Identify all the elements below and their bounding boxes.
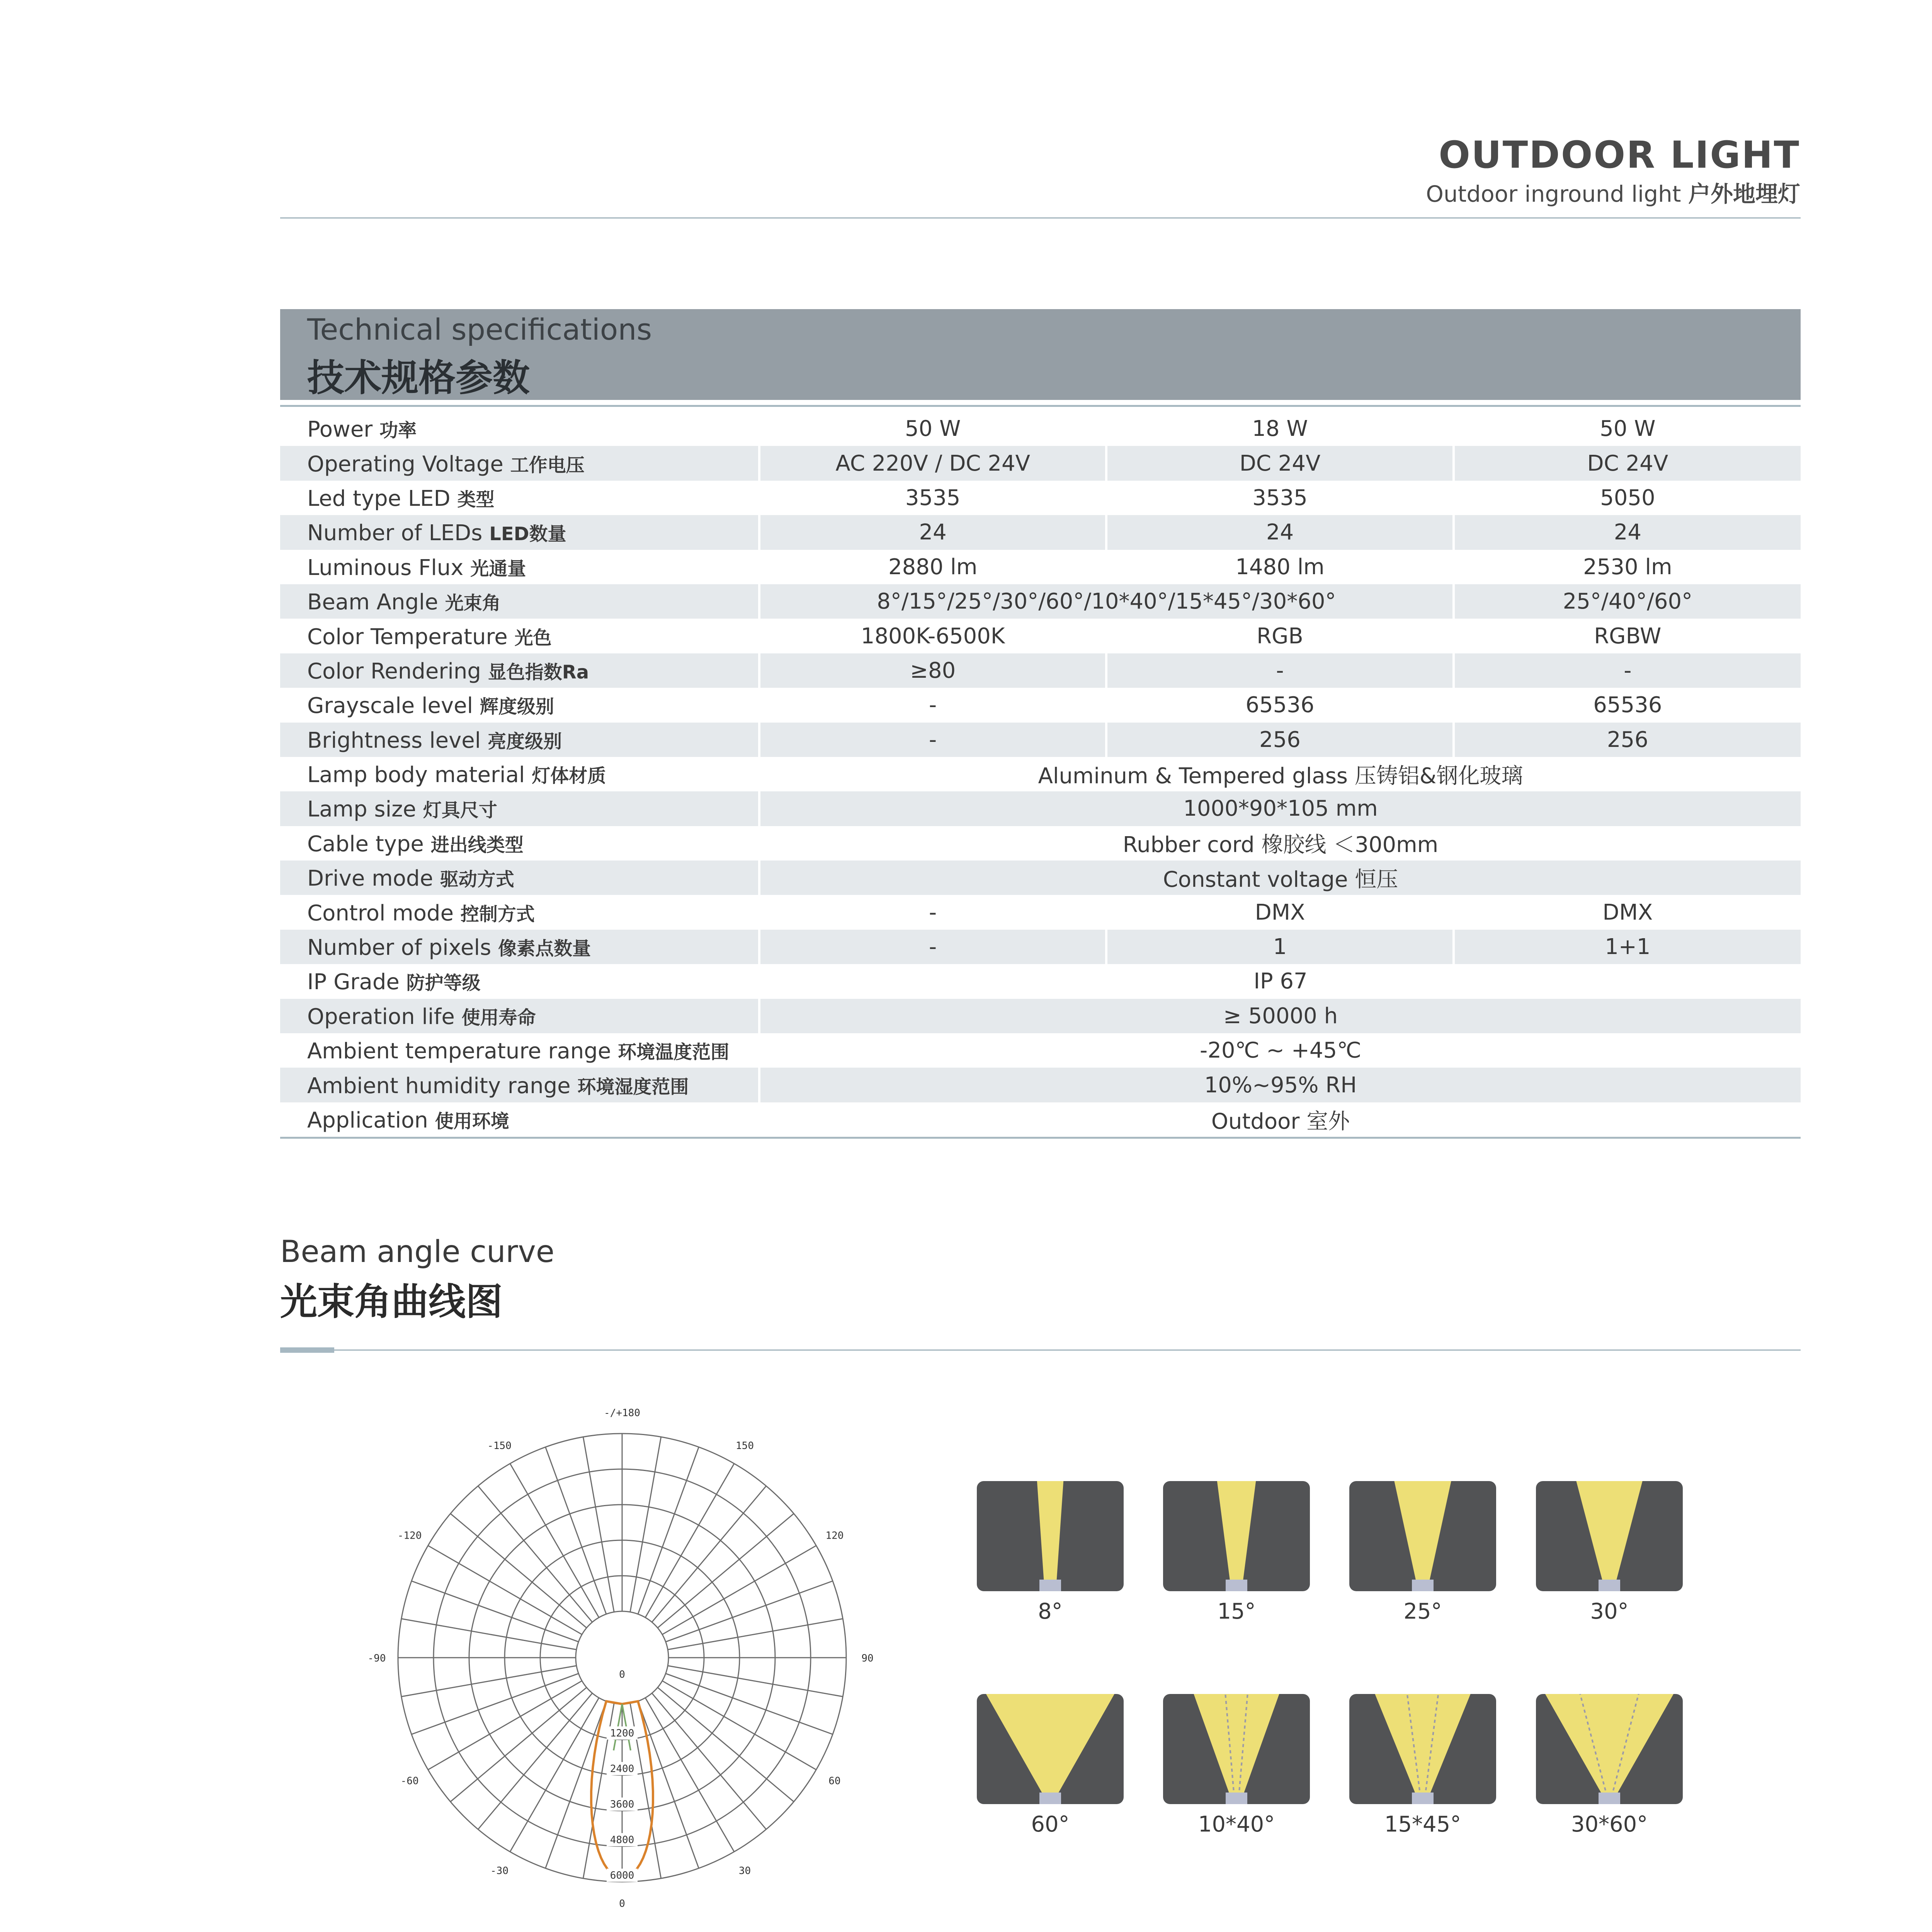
spec-label-en: Color Temperature	[307, 624, 508, 650]
spec-label-en: Color Rendering	[307, 658, 481, 684]
spec-label-zh: LED数量	[489, 523, 566, 545]
polar-spoke	[668, 1619, 843, 1650]
beam-thumbnail	[1349, 1694, 1496, 1804]
spec-value: 3535	[1106, 481, 1453, 515]
spec-label	[280, 964, 759, 998]
lamp-fixture	[1412, 1580, 1434, 1591]
polar-spoke	[546, 1447, 606, 1614]
spec-value: Rubber cord 橡胶线 ＜300mm	[759, 826, 1801, 861]
spec-value: 1800K-6500K	[759, 619, 1106, 653]
lamp-fixture	[1226, 1793, 1247, 1804]
spec-label-zh: 灯体材质	[532, 765, 606, 787]
spec-value: 25°/40°/60°	[1454, 584, 1801, 619]
spec-label-zh: 工作电压	[510, 454, 585, 476]
spec-label-zh: 功率	[379, 420, 417, 442]
spec-value: 24	[1454, 515, 1801, 549]
spec-label	[280, 619, 759, 653]
spec-row	[280, 688, 1801, 722]
spec-value: DC 24V	[1454, 446, 1801, 480]
spec-label	[280, 412, 759, 446]
spec-label	[280, 826, 759, 861]
spec-value: DC 24V	[1106, 446, 1453, 480]
spec-value: 1	[1106, 930, 1453, 964]
spec-label-en: Drive mode	[307, 866, 433, 891]
polar-angle-label: 150	[736, 1440, 754, 1452]
spec-label-en: Operation life	[307, 1004, 455, 1029]
spec-label	[280, 861, 759, 895]
spec-label-zh: 使用寿命	[461, 1007, 536, 1029]
polar-angle-label: 30	[738, 1865, 751, 1877]
spec-label-zh: 亮度级别	[488, 730, 562, 752]
spec-value: 1+1	[1454, 930, 1801, 964]
spec-label	[280, 1102, 759, 1137]
lamp-fixture	[1412, 1793, 1434, 1804]
page-title: OUTDOOR LIGHT	[1439, 133, 1800, 177]
lamp-fixture	[1226, 1580, 1247, 1591]
polar-spoke	[412, 1581, 578, 1642]
spec-value: 10%~95% RH	[759, 1068, 1801, 1102]
beam-thumbnail	[1536, 1481, 1683, 1591]
polar-spoke	[401, 1619, 577, 1650]
spec-label-en: Cable type	[307, 831, 424, 857]
spec-value: -	[1454, 653, 1801, 688]
spec-value: -	[759, 723, 1106, 757]
header-divider	[280, 217, 1801, 219]
polar-radial-label: 3600	[610, 1799, 634, 1810]
spec-value: DMX	[1454, 895, 1801, 929]
beam-divider	[280, 1349, 1801, 1351]
spec-row	[280, 826, 1801, 861]
spec-row	[280, 515, 1801, 549]
spec-label	[280, 653, 759, 688]
spec-value: RGB	[1106, 619, 1453, 653]
spec-value: 18 W	[1106, 412, 1453, 446]
spec-label-zh: 控制方式	[460, 903, 535, 925]
spec-label-en: Lamp body material	[307, 762, 525, 788]
spec-value: ≥80	[759, 653, 1106, 688]
spec-label-zh: 辉度级别	[480, 696, 554, 718]
spec-label	[280, 515, 759, 549]
spec-title-zh: 技术规格参数	[307, 356, 530, 400]
spec-value: 1000*90*105 mm	[759, 791, 1801, 826]
spec-label	[280, 550, 759, 584]
spec-row	[280, 895, 1801, 929]
beam-thumbnail	[977, 1694, 1124, 1804]
spec-label-zh: 灯具尺寸	[423, 799, 497, 821]
polar-spoke	[638, 1447, 699, 1614]
subtitle-zh: 户外地埋灯	[1688, 181, 1800, 207]
lamp-fixture	[1039, 1793, 1061, 1804]
spec-value: 65536	[1454, 688, 1801, 722]
spec-value: AC 220V / DC 24V	[759, 446, 1106, 480]
polar-angle-label: 120	[825, 1530, 844, 1542]
polar-spoke	[666, 1673, 833, 1734]
spec-value: 50 W	[759, 412, 1106, 446]
polar-spoke	[630, 1437, 661, 1612]
spec-value: -	[1106, 653, 1453, 688]
spec-value: 24	[1106, 515, 1453, 549]
beam-thumbnail	[1536, 1694, 1683, 1804]
polar-ring	[576, 1611, 668, 1704]
spec-row	[280, 999, 1801, 1033]
spec-row	[280, 791, 1801, 826]
beam-title-zh: 光束角曲线图	[280, 1280, 503, 1323]
polar-beam-chart	[348, 1391, 896, 1917]
spec-label-en: Ambient temperature range	[307, 1039, 611, 1064]
spec-label-en: Control mode	[307, 900, 454, 926]
spec-label-zh: 显色指数Ra	[488, 661, 589, 683]
polar-radial-label: 4800	[610, 1834, 634, 1846]
polar-radial-label: 2400	[610, 1763, 634, 1775]
spec-value: -	[759, 895, 1106, 929]
beam-thumbnail-label: 30°	[1590, 1599, 1629, 1624]
spec-value: 65536	[1106, 688, 1453, 722]
spec-label	[280, 1068, 759, 1102]
beam-thumbnail-label: 15°	[1217, 1599, 1256, 1624]
lamp-fixture	[1039, 1580, 1061, 1591]
polar-angle-label: -120	[397, 1530, 422, 1542]
polar-spoke	[583, 1437, 614, 1612]
spec-row	[280, 412, 1801, 446]
spec-value: -	[759, 930, 1106, 964]
spec-value: 24	[759, 515, 1106, 549]
polar-angle-label: -/+180	[604, 1407, 640, 1419]
spec-label-en: Luminous Flux	[307, 555, 464, 580]
spec-value: 256	[1106, 723, 1453, 757]
lamp-fixture	[1599, 1580, 1620, 1591]
spec-label-zh: 环境湿度范围	[577, 1076, 689, 1098]
spec-label-en: Number of LEDs	[307, 520, 483, 546]
polar-angle-label: -150	[487, 1440, 512, 1452]
polar-angle-label: -90	[367, 1653, 386, 1664]
spec-row	[280, 550, 1801, 584]
spec-row	[280, 723, 1801, 757]
spec-value: 50 W	[1454, 412, 1801, 446]
spec-value: Aluminum & Tempered glass 压铸铝&钢化玻璃	[759, 757, 1801, 791]
spec-label-en: Ambient humidity range	[307, 1073, 571, 1099]
spec-bottom-rule	[280, 1137, 1801, 1139]
spec-label-en: Grayscale level	[307, 693, 473, 719]
spec-label-en: Operating Voltage	[307, 451, 503, 477]
spec-label-zh: 像素点数量	[498, 938, 591, 960]
beam-thumbnail-label: 30*60°	[1571, 1812, 1648, 1837]
polar-angle-label: -60	[400, 1775, 419, 1787]
beam-thumbnail	[1163, 1694, 1310, 1804]
spec-value: ≥ 50000 h	[759, 999, 1801, 1033]
spec-value: IP 67	[759, 964, 1801, 998]
spec-row	[280, 584, 1801, 619]
spec-value: 2530 lm	[1454, 550, 1801, 584]
spec-row	[280, 619, 1801, 653]
beam-title-en: Beam angle curve	[280, 1235, 554, 1269]
spec-label-zh: 环境温度范围	[618, 1041, 730, 1063]
polar-spoke	[401, 1666, 577, 1697]
spec-label	[280, 757, 759, 791]
spec-value: -	[759, 688, 1106, 722]
lamp-fixture	[1599, 1793, 1620, 1804]
spec-label	[280, 895, 759, 929]
polar-radial-label: 0	[619, 1669, 625, 1680]
spec-row	[280, 930, 1801, 964]
beam-thumbnail-label: 8°	[1038, 1599, 1063, 1624]
spec-row	[280, 653, 1801, 688]
spec-value: 3535	[759, 481, 1106, 515]
spec-row	[280, 1102, 1801, 1137]
spec-label-zh: 类型	[457, 488, 495, 510]
spec-value: DMX	[1106, 895, 1453, 929]
spec-label-en: Lamp size	[307, 797, 416, 822]
beam-thumbnail	[1349, 1481, 1496, 1591]
spec-row	[280, 861, 1801, 895]
spec-label-en: Beam Angle	[307, 590, 438, 615]
spec-label	[280, 584, 759, 619]
polar-angle-label: 90	[861, 1653, 874, 1664]
spec-value: Outdoor 室外	[759, 1102, 1801, 1137]
spec-label	[280, 1033, 759, 1068]
spec-label-zh: 进出线类型	[430, 834, 524, 856]
beam-thumbnail-label: 15*45°	[1384, 1812, 1461, 1837]
spec-label	[280, 999, 759, 1033]
beam-thumbnail	[977, 1481, 1124, 1591]
beam-thumbnail-label: 60°	[1031, 1812, 1070, 1837]
polar-spoke	[666, 1581, 833, 1642]
spec-value: RGBW	[1454, 619, 1801, 653]
spec-label	[280, 723, 759, 757]
page-subtitle	[1426, 176, 1800, 208]
subtitle-en: Outdoor inground light	[1426, 181, 1681, 207]
spec-value: 5050	[1454, 481, 1801, 515]
spec-label-zh: 光束角	[445, 592, 501, 614]
spec-row	[280, 1033, 1801, 1068]
spec-label	[280, 791, 759, 826]
spec-value: -20℃ ~ +45℃	[759, 1033, 1801, 1068]
spec-label-en: Number of pixels	[307, 935, 492, 961]
spec-row	[280, 481, 1801, 515]
spec-label-zh: 光通量	[470, 558, 526, 580]
polar-angle-label: -30	[490, 1865, 509, 1877]
spec-label-zh: 驱动方式	[440, 869, 514, 891]
spec-value: 1480 lm	[1106, 550, 1453, 584]
spec-label-en: Brightness level	[307, 728, 481, 753]
spec-label	[280, 481, 759, 515]
beam-thumbnail-label: 10*40°	[1198, 1812, 1275, 1837]
beam-thumbnail	[1163, 1481, 1310, 1591]
spec-value: 256	[1454, 723, 1801, 757]
polar-radial-label: 1200	[610, 1728, 634, 1739]
spec-label-en: Power	[307, 417, 373, 442]
polar-angle-label: 60	[828, 1775, 841, 1787]
beam-thumbnail-label: 25°	[1403, 1599, 1442, 1624]
spec-row	[280, 964, 1801, 998]
polar-spoke	[668, 1666, 843, 1697]
spec-label	[280, 446, 759, 480]
spec-value: Constant voltage 恒压	[759, 861, 1801, 895]
spec-label	[280, 930, 759, 964]
spec-row	[280, 757, 1801, 791]
spec-row	[280, 446, 1801, 480]
polar-angle-label: 0	[619, 1898, 625, 1910]
beam-accent-bar	[280, 1347, 334, 1353]
spec-label-zh: 使用环境	[435, 1111, 509, 1132]
spec-label-en: IP Grade	[307, 969, 400, 995]
spec-value: 2880 lm	[759, 550, 1106, 584]
spec-label-zh: 光色	[514, 627, 552, 649]
spec-label-en: Led type LED	[307, 486, 451, 511]
spec-label	[280, 688, 759, 722]
spec-top-rule	[280, 405, 1801, 407]
spec-row	[280, 1068, 1801, 1102]
spec-label-zh: 防护等级	[406, 972, 481, 994]
spec-label-en: Application	[307, 1108, 428, 1133]
polar-radial-label: 6000	[610, 1870, 634, 1881]
spec-title-en: Technical specifications	[307, 312, 652, 347]
spec-table	[280, 412, 1801, 1137]
spec-value: 8°/15°/25°/30°/60°/10*40°/15*45°/30*60°	[759, 584, 1454, 619]
polar-spoke	[412, 1673, 578, 1734]
